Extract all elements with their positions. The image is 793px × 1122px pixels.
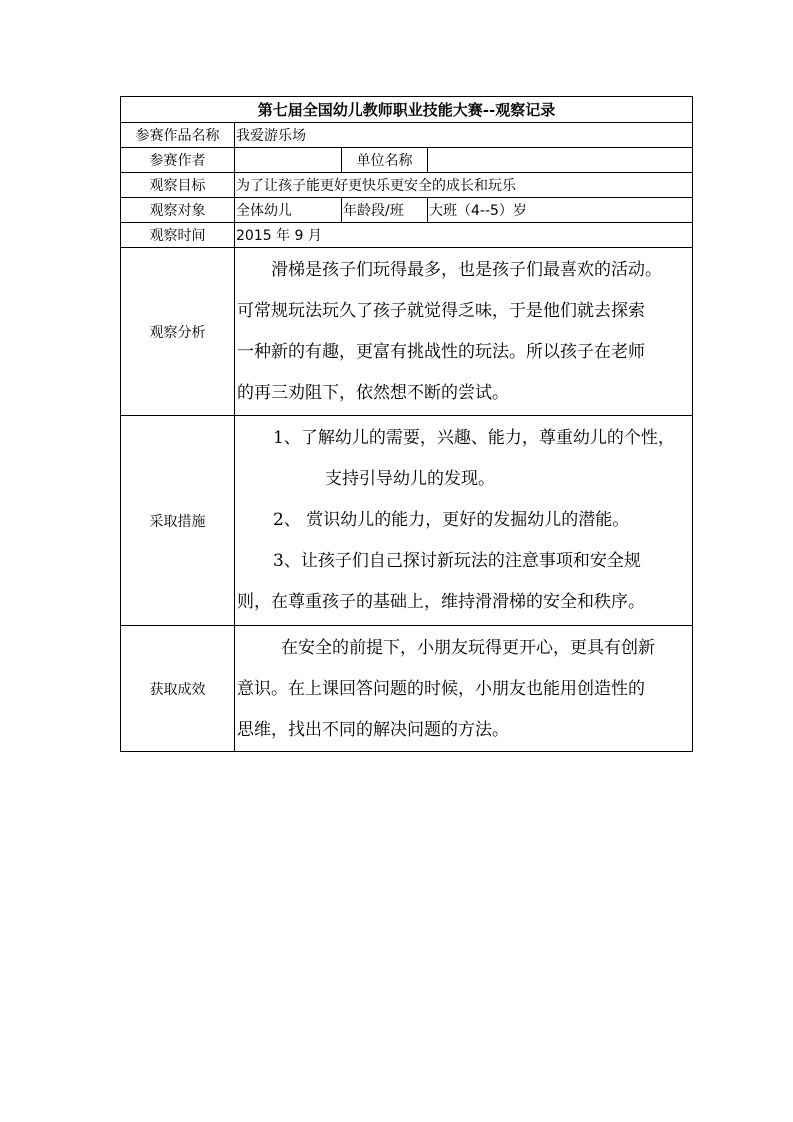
work-name-value: 我爱游乐场 <box>235 123 693 148</box>
unit-value <box>428 148 693 173</box>
work-name-label: 参赛作品名称 <box>121 123 235 148</box>
results-line: 在安全的前提下，小朋友玩得更开心，更具有创新 <box>281 638 655 658</box>
unit-label: 单位名称 <box>342 148 428 173</box>
analysis-line: 滑梯是孩子们玩得最多，也是孩子们最喜欢的活动。 <box>271 260 662 280</box>
results-label: 获取成效 <box>121 626 235 752</box>
table-title: 第七届全国幼儿教师职业技能大赛--观察记录 <box>121 97 693 123</box>
subject-value: 全体幼儿 <box>235 198 342 223</box>
analysis-line: 一种新的有趣，更富有挑战性的玩法。所以孩子在老师 <box>237 342 645 362</box>
goal-label: 观察目标 <box>121 173 235 198</box>
measures-line: 2、 赏识幼儿的能力，更好的发掘幼儿的潜能。 <box>273 510 630 530</box>
analysis-text <box>235 248 693 416</box>
author-value <box>235 148 342 173</box>
analysis-line: 可常规玩法玩久了孩子就觉得乏味，于是他们就去探索 <box>237 301 645 321</box>
results-line: 思维，找出不同的解决问题的方法。 <box>237 720 509 740</box>
time-value: 2015 年 9 月 <box>235 223 693 248</box>
analysis-line: 的再三劝阻下，依然想不断的尝试。 <box>237 383 509 403</box>
author-label: 参赛作者 <box>121 148 235 173</box>
measures-line: 1、了解幼儿的需要，兴趣、能力，尊重幼儿的个性， <box>273 428 675 448</box>
measures-line: 3、让孩子们自己探讨新玩法的注意事项和安全规 <box>273 551 641 571</box>
measures-line: 支持引导幼儿的发现。 <box>325 469 495 489</box>
measures-label: 采取措施 <box>121 416 235 626</box>
results-line: 意识。在上课回答问题的时候，小朋友也能用创造性的 <box>237 679 645 699</box>
measures-line: 则，在尊重孩子的基础上，维持滑滑梯的安全和秩序。 <box>237 592 645 612</box>
measures-text <box>235 416 693 626</box>
age-label: 年龄段/班 <box>342 198 428 223</box>
age-value: 大班（4--5）岁 <box>428 198 693 223</box>
subject-label: 观察对象 <box>121 198 235 223</box>
observation-record-table <box>120 96 693 752</box>
goal-value: 为了让孩子能更好更快乐更安全的成长和玩乐 <box>235 173 693 198</box>
analysis-label: 观察分析 <box>121 248 235 416</box>
results-text <box>235 626 693 752</box>
time-label: 观察时间 <box>121 223 235 248</box>
